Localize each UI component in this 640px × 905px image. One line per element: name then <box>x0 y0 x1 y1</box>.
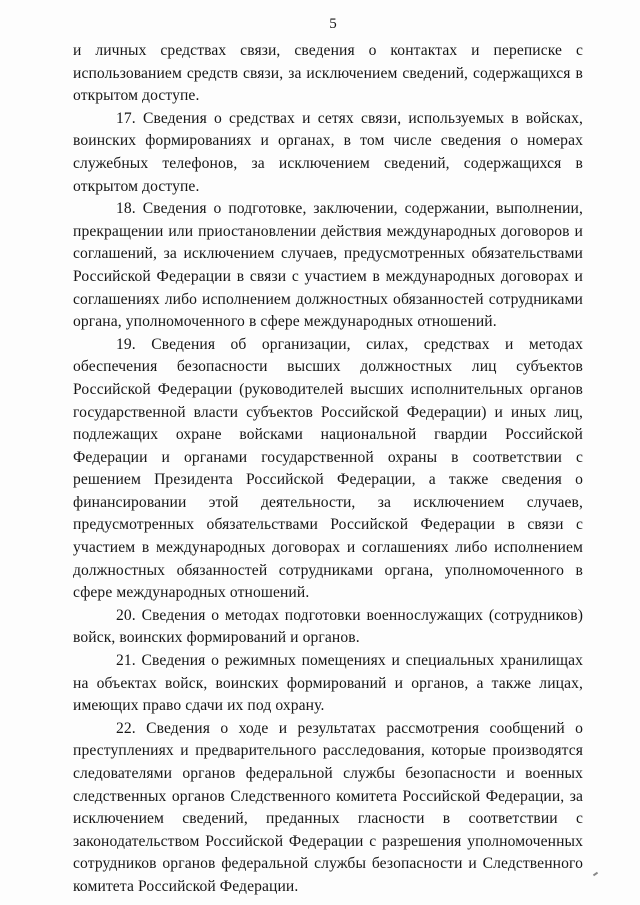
paragraph-22: 22. Сведения о ходе и результатах рассмотрения сообщений о преступлениях и предварительного расследования, которые производятся следователями органов федеральной службы безопасности и военных следственных органов Следственного комитета Российской Федерации, за исключением сведений, преданных гласности в соответствии с законодательством Российской Федерации с разрешения уполномоченных сотрудников органов федеральной службы безопасности и Следственного комитета Российской Федерации. <box>73 719 583 895</box>
page-number: 5 <box>329 16 337 32</box>
paragraph-18: 18. Сведения о подготовке, заключении, содержании, выполнении, прекращении или приостановлении действия международных договоров и соглашений, за исключением случаев, предусмотренных обязательствами Российской Федерации в связи с участием в международных договорах и соглашениях либо исполнением должностных обязанностей сотрудниками органа, уполномоченного в сфере международных отношений. <box>73 200 583 331</box>
paragraph-21: 21. Сведения о режимных помещениях и специальных хранилищах на объектах войск, воинских формирований и органов, а также лицах, имеющих право сдачи их под охрану. <box>73 652 583 715</box>
paragraph-20: 20. Сведения о методах подготовки военнослужащих (сотрудников) войск, воинских формирований и органов. <box>73 606 583 647</box>
paragraph-continuation: и личных средствах связи, сведения о контактах и переписке с использованием средств связи, за исключением сведений, содержащихся в открытом доступе. <box>73 42 583 105</box>
paragraph-19: 19. Сведения об организации, силах, средствах и методах обеспечения безопасности высших должностных лиц субъектов Российской Федерации (руководителей высших исполнительных органов государственной власти субъектов Российской Федерации) и иных лиц, подлежащих охране войсками национальной гвардии Российской Федерации и органами государственной охраны в соответствии с решением Президента Российской Федерации, а также сведения о финансировании этой деятельности, за исключением случаев, предусмотренных обязательствами Российской Федерации в связи с участием в международных договорах и соглашениях либо исполнением должностных обязанностей сотрудниками органа, уполномоченного в сфере международных отношений. <box>73 335 583 602</box>
paragraph-17: 17. Сведения о средствах и сетях связи, используемых в войсках, воинских формированиях и органах, в том числе сведения о номерах служебных телефонов, за исключением сведений, содержащихся в открытом доступе. <box>73 109 583 195</box>
scan-speck <box>593 872 598 877</box>
